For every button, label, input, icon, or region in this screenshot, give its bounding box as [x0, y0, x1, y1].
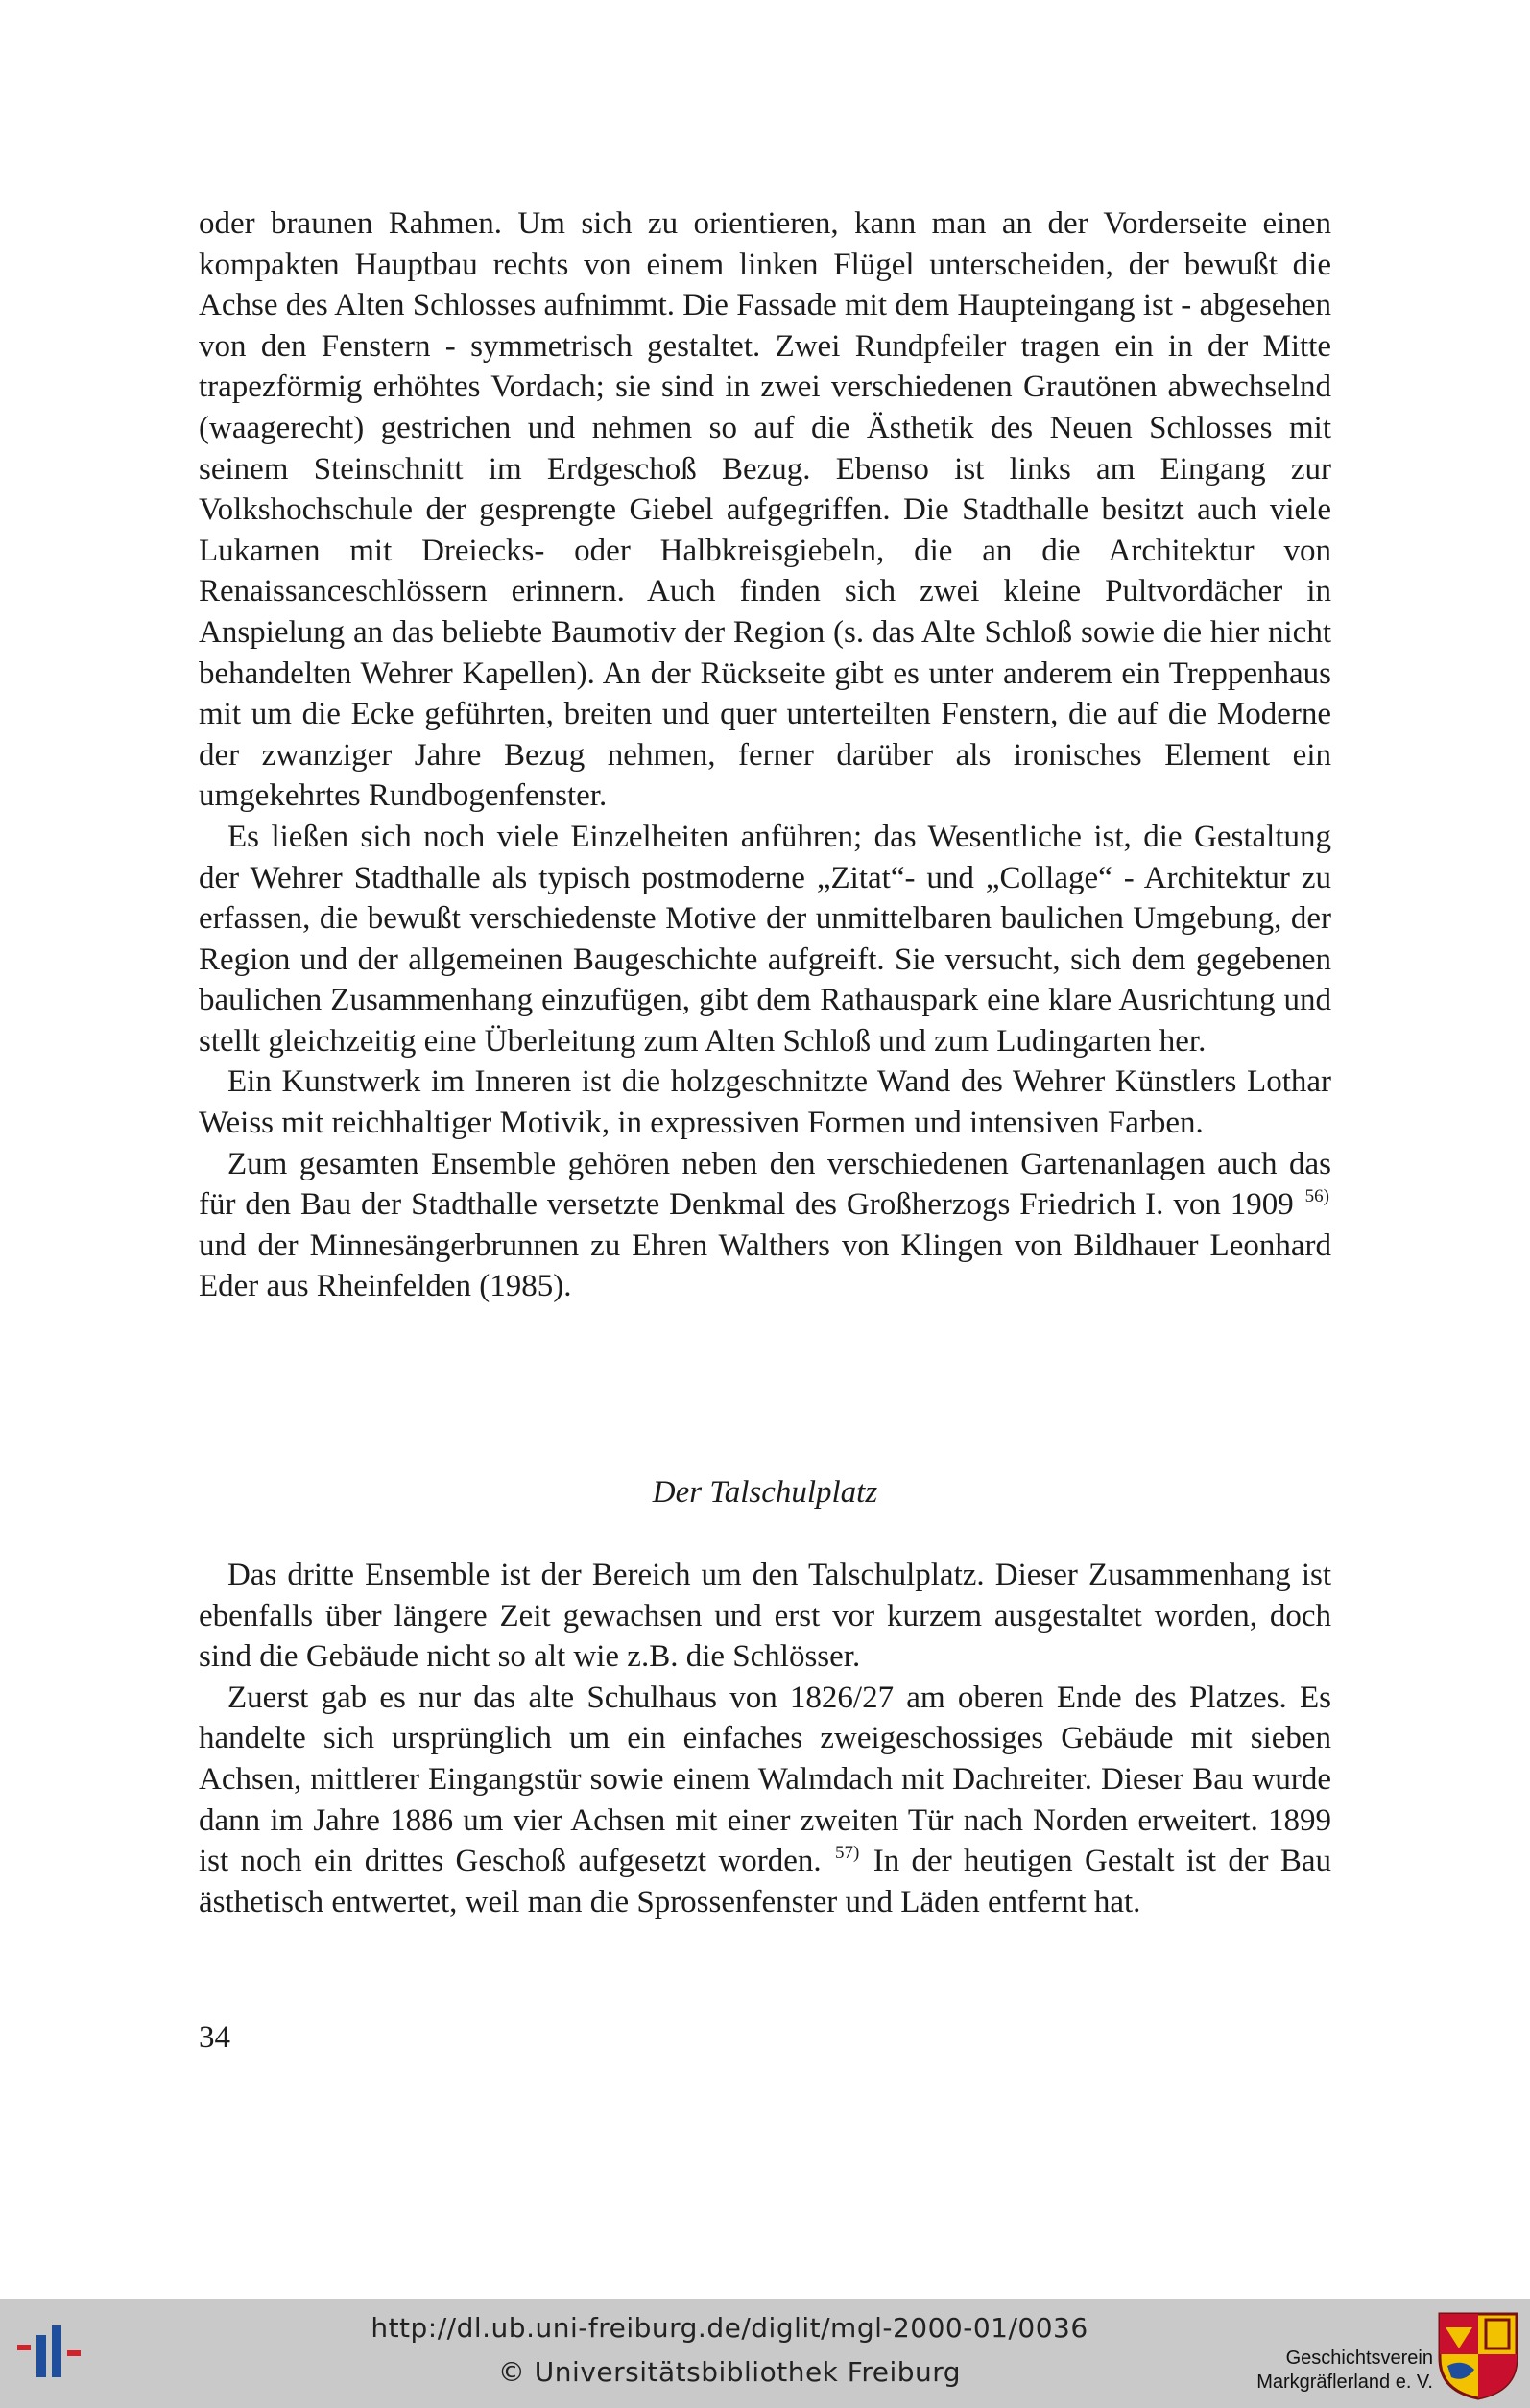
paragraph [199, 1144, 1331, 1307]
society-line: Markgräflerland e. V. [1256, 2372, 1433, 2393]
society-line: Geschichtsverein [1285, 2348, 1433, 2369]
paragraph-text: Zuerst gab es nur das alte Schulhaus von 1826/27 am oberen Ende des Platzes. Es handelte sich ursprünglich um ein einfaches zweigeschossiges Gebäude mit sieben Achsen, mittlerer Eingangstür sowie einem Walmdach mit Dachreiter. Dieser Bau wurde dann im Jahre 1886 um vier Achsen mit einer zweiten Tür nach Norden erweitert. 1899 ist noch ein drittes Geschoß aufgesetzt worden. [199, 1680, 1331, 1879]
paragraph: Das dritte Ensemble ist der Bereich um den Talschulplatz. Dieser Zusammenhang ist ebenfalls über längere Zeit gewachsen und erst vor kurzem ausgestaltet worden, doch sind die Gebäude nicht so alt wie z.B. die Schlösser. [199, 1558, 1331, 1675]
paragraph: oder braunen Rahmen. Um sich zu orientieren, kann man an der Vorderseite einen kompakten Hauptbau rechts von einem linken Flügel unterscheiden, der bewußt die Achse des Alten Schlosses aufnimmt. Die Fassade mit dem Haupteingang ist - abgesehen von den Fenstern - symmetrisch gestaltet. Zwei Rundpfeiler tragen ein in der Mitte trapezförmig erhöhtes Vordach; sie sind in zwei verschiedenen Grautönen abwechselnd (waagerecht) gestrichen und nehmen so auf die Ästhetik des Neuen Schlosses mit seinem Steinschnitt im Erdgeschoß Bezug. Ebenso ist links am Eingang zur Volkshochschule der gesprengte Giebel aufgegriffen. Die Stadthalle besitzt auch viele Lukarnen mit Dreiecks- oder Halbkreisgiebeln, die an die Architektur von Renaissanceschlössern erinnern. Auch finden sich zwei kleine Pultvordächer in Anspielung an das beliebte Baumotiv der Region (s. das Alte Schloß sowie die hier nicht behandelten Wehrer Kapellen). An der Rückseite gibt es unter anderem ein Treppenhaus mit um die Ecke geführten, breiten und quer unterteilten Fenstern, die auf die Moderne der zwanziger Jahre Bezug nehmen, ferner darüber als ironisches Element ein umgekehrtes Rundbogenfenster. [199, 206, 1331, 814]
society-name [1231, 2347, 1433, 2395]
body-text-section-2 [199, 1555, 1331, 1922]
source-url-link[interactable]: http://dl.ub.uni-freiburg.de/diglit/mgl-2000-01/0036 [371, 2312, 1088, 2344]
footnote-marker[interactable]: 57) [835, 1843, 860, 1864]
page-number: 34 [199, 2020, 230, 2055]
section-heading: Der Talschulplatz [652, 1475, 878, 1510]
copyright-text: © Universitätsbibliothek Freiburg [497, 2356, 962, 2388]
paragraph: Ein Kunstwerk im Inneren ist die holzgeschnitzte Wand des Wehrer Künstlers Lothar Weiss mit reichhaltiger Motivik, in expressiven Formen und intensiven Farben. [199, 1064, 1331, 1141]
viewer-footer [0, 2299, 1530, 2408]
coat-of-arms-icon[interactable] [1436, 2310, 1520, 2400]
paragraph-text: und der Minnesängerbrunnen zu Ehren Walthers von Klingen von Bildhauer Leonhard Eder aus Rheinfelden (1985). [199, 1228, 1331, 1304]
paragraph-text: Zum gesamten Ensemble gehören neben den verschiedenen Gartenanlagen auch das für den Bau der Stadthalle versetzte Denkmal des Großherzogs Friedrich I. von 1909 [199, 1146, 1331, 1223]
paragraph: Es ließen sich noch viele Einzelheiten anführen; das Wesentliche ist, die Gestaltung der Wehrer Stadthalle als typisch postmoderne „Zitat“- und „Collage“ - Architektur zu erfassen, die bewußt verschiedenste Motive der unmittelbaren baulichen Umgebung, der Region und der allgemeinen Baugeschichte aufgreift. Sie versucht, sich dem gegebenen baulichen Zusammenhang einzufügen, gibt dem Rathauspark eine klare Ausrichtung und stellt gleichzeitig eine Überleitung zum Alten Schloß und zum Ludingarten her. [199, 819, 1331, 1059]
paragraph [199, 1678, 1331, 1923]
ub-freiburg-logo-icon[interactable] [13, 2325, 100, 2379]
footnote-marker[interactable]: 56) [1304, 1186, 1329, 1207]
body-text-section-1 [199, 203, 1331, 1307]
paragraph-text: In der heutigen Gestalt ist der Bau ästhetisch entwertet, weil man die Sprossenfenster und Läden entfernt hat. [199, 1844, 1332, 1919]
